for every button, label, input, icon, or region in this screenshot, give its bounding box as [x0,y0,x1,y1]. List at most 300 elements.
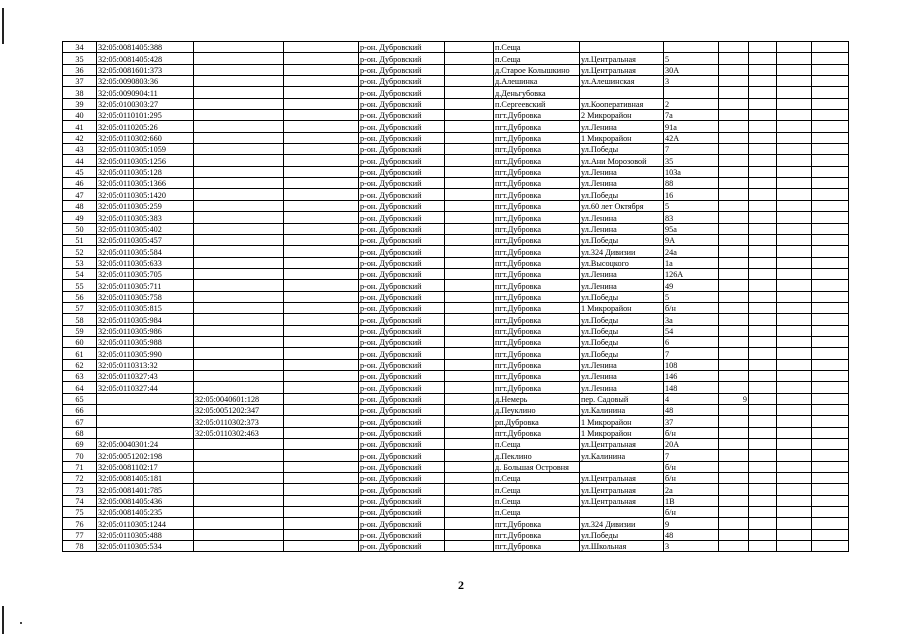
house-number-cell: 35 [664,155,719,166]
house-number-cell: 7 [664,348,719,359]
house-number-cell: 4 [664,393,719,404]
empty-cell [777,348,812,359]
empty-cell [812,110,849,121]
table-row [63,144,849,155]
cadastral-number-cell: 32:05:0051202:198 [97,450,194,461]
cadastral-number-cell [97,405,194,416]
empty-cell [284,507,359,518]
empty-cell [284,212,359,223]
cadastral-number-cell: 32:05:0110305:457 [97,234,194,245]
house-number-cell: 1В [664,495,719,506]
empty-cell [777,393,812,404]
cadastral-number-cell: 32:05:0110305:402 [97,223,194,234]
empty-cell [284,359,359,370]
empty-cell [777,325,812,336]
empty-cell [777,110,812,121]
building-cadastral-number-cell [194,98,284,109]
street-cell: ул.Победы [580,144,664,155]
empty-cell [812,359,849,370]
building-cadastral-number-cell [194,212,284,223]
apartment-number-cell [719,529,749,540]
empty-cell [777,212,812,223]
empty-cell [777,370,812,381]
empty-cell [284,416,359,427]
locality-cell: пгт.Дубровка [494,144,580,155]
apartment-number-cell [719,473,749,484]
empty-cell [445,507,494,518]
empty-cell [445,166,494,177]
street-cell: ул.Ленина [580,166,664,177]
district-cell: р-он. Дубровский [359,495,445,506]
street-cell: ул.Победы [580,189,664,200]
empty-cell [812,291,849,302]
empty-cell [284,144,359,155]
empty-cell [284,529,359,540]
empty-cell [777,302,812,313]
building-cadastral-number-cell [194,155,284,166]
empty-cell [812,393,849,404]
table-row [63,53,849,64]
apartment-number-cell [719,144,749,155]
district-cell: р-он. Дубровский [359,325,445,336]
cadastral-number-cell: 32:05:0081405:388 [97,42,194,53]
empty-cell [445,257,494,268]
table-row [63,450,849,461]
empty-cell [749,302,777,313]
table-row [63,314,849,325]
house-number-cell: 37 [664,416,719,427]
table-row [63,155,849,166]
table-row [63,121,849,132]
empty-cell [445,359,494,370]
empty-cell [812,507,849,518]
locality-cell: пгт.Дубровка [494,541,580,552]
apartment-number-cell [719,257,749,268]
empty-cell [749,121,777,132]
empty-cell [445,42,494,53]
empty-cell [812,529,849,540]
apartment-number-cell [719,541,749,552]
cadastral-number-cell: 32:05:0110305:259 [97,200,194,211]
empty-cell [445,529,494,540]
street-cell: ул.Победы [580,325,664,336]
apartment-number-cell: 9 [719,393,749,404]
district-cell: р-он. Дубровский [359,439,445,450]
house-number-cell: 49 [664,280,719,291]
table-row [63,166,849,177]
empty-cell [284,541,359,552]
building-cadastral-number-cell [194,518,284,529]
locality-cell: пгт.Дубровка [494,155,580,166]
building-cadastral-number-cell [194,132,284,143]
cadastral-number-cell: 32:05:0110302:660 [97,132,194,143]
empty-cell [445,246,494,257]
building-cadastral-number-cell [194,370,284,381]
locality-cell: пгт.Дубровка [494,280,580,291]
locality-cell: д.Пеуклино [494,405,580,416]
street-cell: ул.Победы [580,234,664,245]
building-cadastral-number-cell [194,166,284,177]
building-cadastral-number-cell [194,257,284,268]
cadastral-number-cell [97,416,194,427]
building-cadastral-number-cell [194,529,284,540]
empty-cell [749,257,777,268]
table-row [63,405,849,416]
empty-cell [812,200,849,211]
row-number-cell: 50 [63,223,97,234]
table-row [63,189,849,200]
empty-cell [749,325,777,336]
district-cell: р-он. Дубровский [359,178,445,189]
empty-cell [812,257,849,268]
street-cell: 1 Микрорайон [580,416,664,427]
empty-cell [812,495,849,506]
empty-cell [284,439,359,450]
empty-cell [445,518,494,529]
empty-cell [812,405,849,416]
district-cell: р-он. Дубровский [359,461,445,472]
empty-cell [777,53,812,64]
street-cell [580,461,664,472]
empty-cell [445,439,494,450]
empty-cell [812,518,849,529]
empty-cell [812,382,849,393]
house-number-cell: б/н [664,461,719,472]
house-number-cell: 2 [664,98,719,109]
empty-cell [445,291,494,302]
house-number-cell: б/н [664,427,719,438]
locality-cell: пгт.Дубровка [494,189,580,200]
empty-cell [812,155,849,166]
empty-cell [812,98,849,109]
empty-cell [777,200,812,211]
table-row [63,336,849,347]
row-number-cell: 74 [63,495,97,506]
row-number-cell: 76 [63,518,97,529]
locality-cell: д.Немерь [494,393,580,404]
empty-cell [777,382,812,393]
empty-cell [812,234,849,245]
empty-cell [777,336,812,347]
house-number-cell: 7 [664,450,719,461]
table-row [63,87,849,98]
building-cadastral-number-cell [194,189,284,200]
apartment-number-cell [719,166,749,177]
cadastral-number-cell: 32:05:0110305:1420 [97,189,194,200]
empty-cell [777,495,812,506]
empty-cell [445,98,494,109]
empty-cell [777,87,812,98]
house-number-cell: 126А [664,268,719,279]
street-cell: ул.Победы [580,336,664,347]
empty-cell [812,144,849,155]
locality-cell: пгт.Дубровка [494,359,580,370]
district-cell: р-он. Дубровский [359,76,445,87]
empty-cell [749,439,777,450]
locality-cell: п.Сергеевский [494,98,580,109]
apartment-number-cell [719,98,749,109]
empty-cell [749,405,777,416]
table-row [63,110,849,121]
row-number-cell: 66 [63,405,97,416]
cadastral-number-cell: 32:05:0090803:36 [97,76,194,87]
building-cadastral-number-cell [194,359,284,370]
empty-cell [284,76,359,87]
empty-cell [777,507,812,518]
house-number-cell: 54 [664,325,719,336]
empty-cell [445,223,494,234]
empty-cell [812,189,849,200]
empty-cell [812,246,849,257]
locality-cell: пгт.Дубровка [494,336,580,347]
empty-cell [777,450,812,461]
building-cadastral-number-cell [194,314,284,325]
house-number-cell: 3 [664,76,719,87]
street-cell: 1 Микрорайон [580,302,664,313]
cadastral-number-cell: 32:05:0110305:1366 [97,178,194,189]
locality-cell: пгт.Дубровка [494,234,580,245]
row-number-cell: 78 [63,541,97,552]
street-cell: ул.Центральная [580,484,664,495]
apartment-number-cell [719,223,749,234]
street-cell: ул.Ленина [580,121,664,132]
empty-cell [284,257,359,268]
empty-cell [445,325,494,336]
empty-cell [812,336,849,347]
empty-cell [749,450,777,461]
row-number-cell: 61 [63,348,97,359]
empty-cell [284,98,359,109]
row-number-cell: 70 [63,450,97,461]
apartment-number-cell [719,110,749,121]
empty-cell [749,178,777,189]
empty-cell [445,234,494,245]
row-number-cell: 58 [63,314,97,325]
house-number-cell: 1а [664,257,719,268]
empty-cell [777,529,812,540]
empty-cell [284,155,359,166]
house-number-cell [664,87,719,98]
street-cell: 1 Микрорайон [580,427,664,438]
scan-speck [20,622,22,624]
cadastral-number-cell [97,427,194,438]
building-cadastral-number-cell: 32:05:0110302:373 [194,416,284,427]
apartment-number-cell [719,450,749,461]
district-cell: р-он. Дубровский [359,166,445,177]
empty-cell [812,42,849,53]
empty-cell [812,166,849,177]
apartment-number-cell [719,132,749,143]
empty-cell [284,280,359,291]
cadastral-number-cell: 32:05:0081405:436 [97,495,194,506]
house-number-cell: 20А [664,439,719,450]
empty-cell [777,246,812,257]
cadastral-number-cell: 32:05:0110305:711 [97,280,194,291]
district-cell: р-он. Дубровский [359,280,445,291]
empty-cell [284,64,359,75]
district-cell: р-он. Дубровский [359,223,445,234]
row-number-cell: 57 [63,302,97,313]
table-body [63,42,849,552]
empty-cell [777,166,812,177]
empty-cell [812,64,849,75]
apartment-number-cell [719,76,749,87]
empty-cell [284,42,359,53]
cadastral-number-cell: 32:05:0081401:785 [97,484,194,495]
row-number-cell: 64 [63,382,97,393]
apartment-number-cell [719,234,749,245]
apartment-number-cell [719,246,749,257]
district-cell: р-он. Дубровский [359,348,445,359]
street-cell: 2 Микрорайон [580,110,664,121]
cadastral-number-cell: 32:05:0110305:1244 [97,518,194,529]
table-row [63,348,849,359]
apartment-number-cell [719,461,749,472]
empty-cell [812,439,849,450]
district-cell: р-он. Дубровский [359,64,445,75]
empty-cell [777,461,812,472]
building-cadastral-number-cell: 32:05:0040601:128 [194,393,284,404]
empty-cell [749,280,777,291]
apartment-number-cell [719,336,749,347]
row-number-cell: 73 [63,484,97,495]
locality-cell: пгт.Дубровка [494,427,580,438]
row-number-cell: 72 [63,473,97,484]
empty-cell [812,314,849,325]
apartment-number-cell [719,518,749,529]
locality-cell: п.Сеща [494,484,580,495]
district-cell: р-он. Дубровский [359,144,445,155]
street-cell: ул.Центральная [580,439,664,450]
empty-cell [777,314,812,325]
apartment-number-cell [719,405,749,416]
empty-cell [812,450,849,461]
empty-cell [749,382,777,393]
empty-cell [777,76,812,87]
page-edge-mark [2,606,4,634]
street-cell: ул.Ленина [580,223,664,234]
table-row [63,132,849,143]
empty-cell [812,302,849,313]
empty-cell [749,155,777,166]
empty-cell [284,314,359,325]
row-number-cell: 38 [63,87,97,98]
district-cell: р-он. Дубровский [359,370,445,381]
empty-cell [445,427,494,438]
empty-cell [749,473,777,484]
district-cell: р-он. Дубровский [359,302,445,313]
locality-cell: п.Сеща [494,507,580,518]
street-cell: ул.Ленина [580,268,664,279]
empty-cell [445,64,494,75]
row-number-cell: 60 [63,336,97,347]
row-number-cell: 71 [63,461,97,472]
district-cell: р-он. Дубровский [359,473,445,484]
empty-cell [777,223,812,234]
locality-cell: пгт.Дубровка [494,314,580,325]
building-cadastral-number-cell [194,42,284,53]
house-number-cell: 48 [664,405,719,416]
district-cell: р-он. Дубровский [359,121,445,132]
row-number-cell: 48 [63,200,97,211]
empty-cell [749,234,777,245]
empty-cell [284,246,359,257]
building-cadastral-number-cell [194,461,284,472]
empty-cell [749,348,777,359]
house-number-cell: 7а [664,110,719,121]
street-cell: ул.Победы [580,529,664,540]
locality-cell: пгт.Дубровка [494,121,580,132]
empty-cell [445,382,494,393]
table-row [63,268,849,279]
empty-cell [812,427,849,438]
building-cadastral-number-cell [194,87,284,98]
apartment-number-cell [719,495,749,506]
empty-cell [777,144,812,155]
empty-cell [445,541,494,552]
empty-cell [749,336,777,347]
empty-cell [749,189,777,200]
empty-cell [777,405,812,416]
empty-cell [749,495,777,506]
locality-cell: пгт.Дубровка [494,325,580,336]
table-row [63,541,849,552]
empty-cell [749,98,777,109]
empty-cell [284,518,359,529]
cadastral-number-cell: 32:05:0110305:705 [97,268,194,279]
apartment-number-cell [719,325,749,336]
cadastral-number-cell: 32:05:0110327:43 [97,370,194,381]
cadastral-number-cell: 32:05:0110305:128 [97,166,194,177]
locality-cell: пгт.Дубровка [494,223,580,234]
street-cell: ул.Ленина [580,370,664,381]
locality-cell: пгт.Дубровка [494,518,580,529]
row-number-cell: 69 [63,439,97,450]
empty-cell [284,393,359,404]
district-cell: р-он. Дубровский [359,336,445,347]
empty-cell [284,110,359,121]
locality-cell: пгт.Дубровка [494,348,580,359]
street-cell: пер. Садовый [580,393,664,404]
empty-cell [812,370,849,381]
locality-cell: пгт.Дубровка [494,200,580,211]
house-number-cell: 16 [664,189,719,200]
table-row [63,64,849,75]
apartment-number-cell [719,314,749,325]
table-row [63,439,849,450]
district-cell: р-он. Дубровский [359,246,445,257]
table-row [63,370,849,381]
table-row [63,427,849,438]
empty-cell [749,393,777,404]
empty-cell [749,484,777,495]
cadastral-number-cell: 32:05:0110305:1256 [97,155,194,166]
building-cadastral-number-cell [194,450,284,461]
house-number-cell: 42А [664,132,719,143]
empty-cell [812,541,849,552]
row-number-cell: 43 [63,144,97,155]
street-cell [580,507,664,518]
empty-cell [777,155,812,166]
building-cadastral-number-cell [194,144,284,155]
table-row [63,382,849,393]
locality-cell: пгт.Дубровка [494,268,580,279]
district-cell: р-он. Дубровский [359,405,445,416]
street-cell [580,87,664,98]
street-cell: ул.Ленина [580,212,664,223]
district-cell: р-он. Дубровский [359,427,445,438]
building-cadastral-number-cell [194,280,284,291]
